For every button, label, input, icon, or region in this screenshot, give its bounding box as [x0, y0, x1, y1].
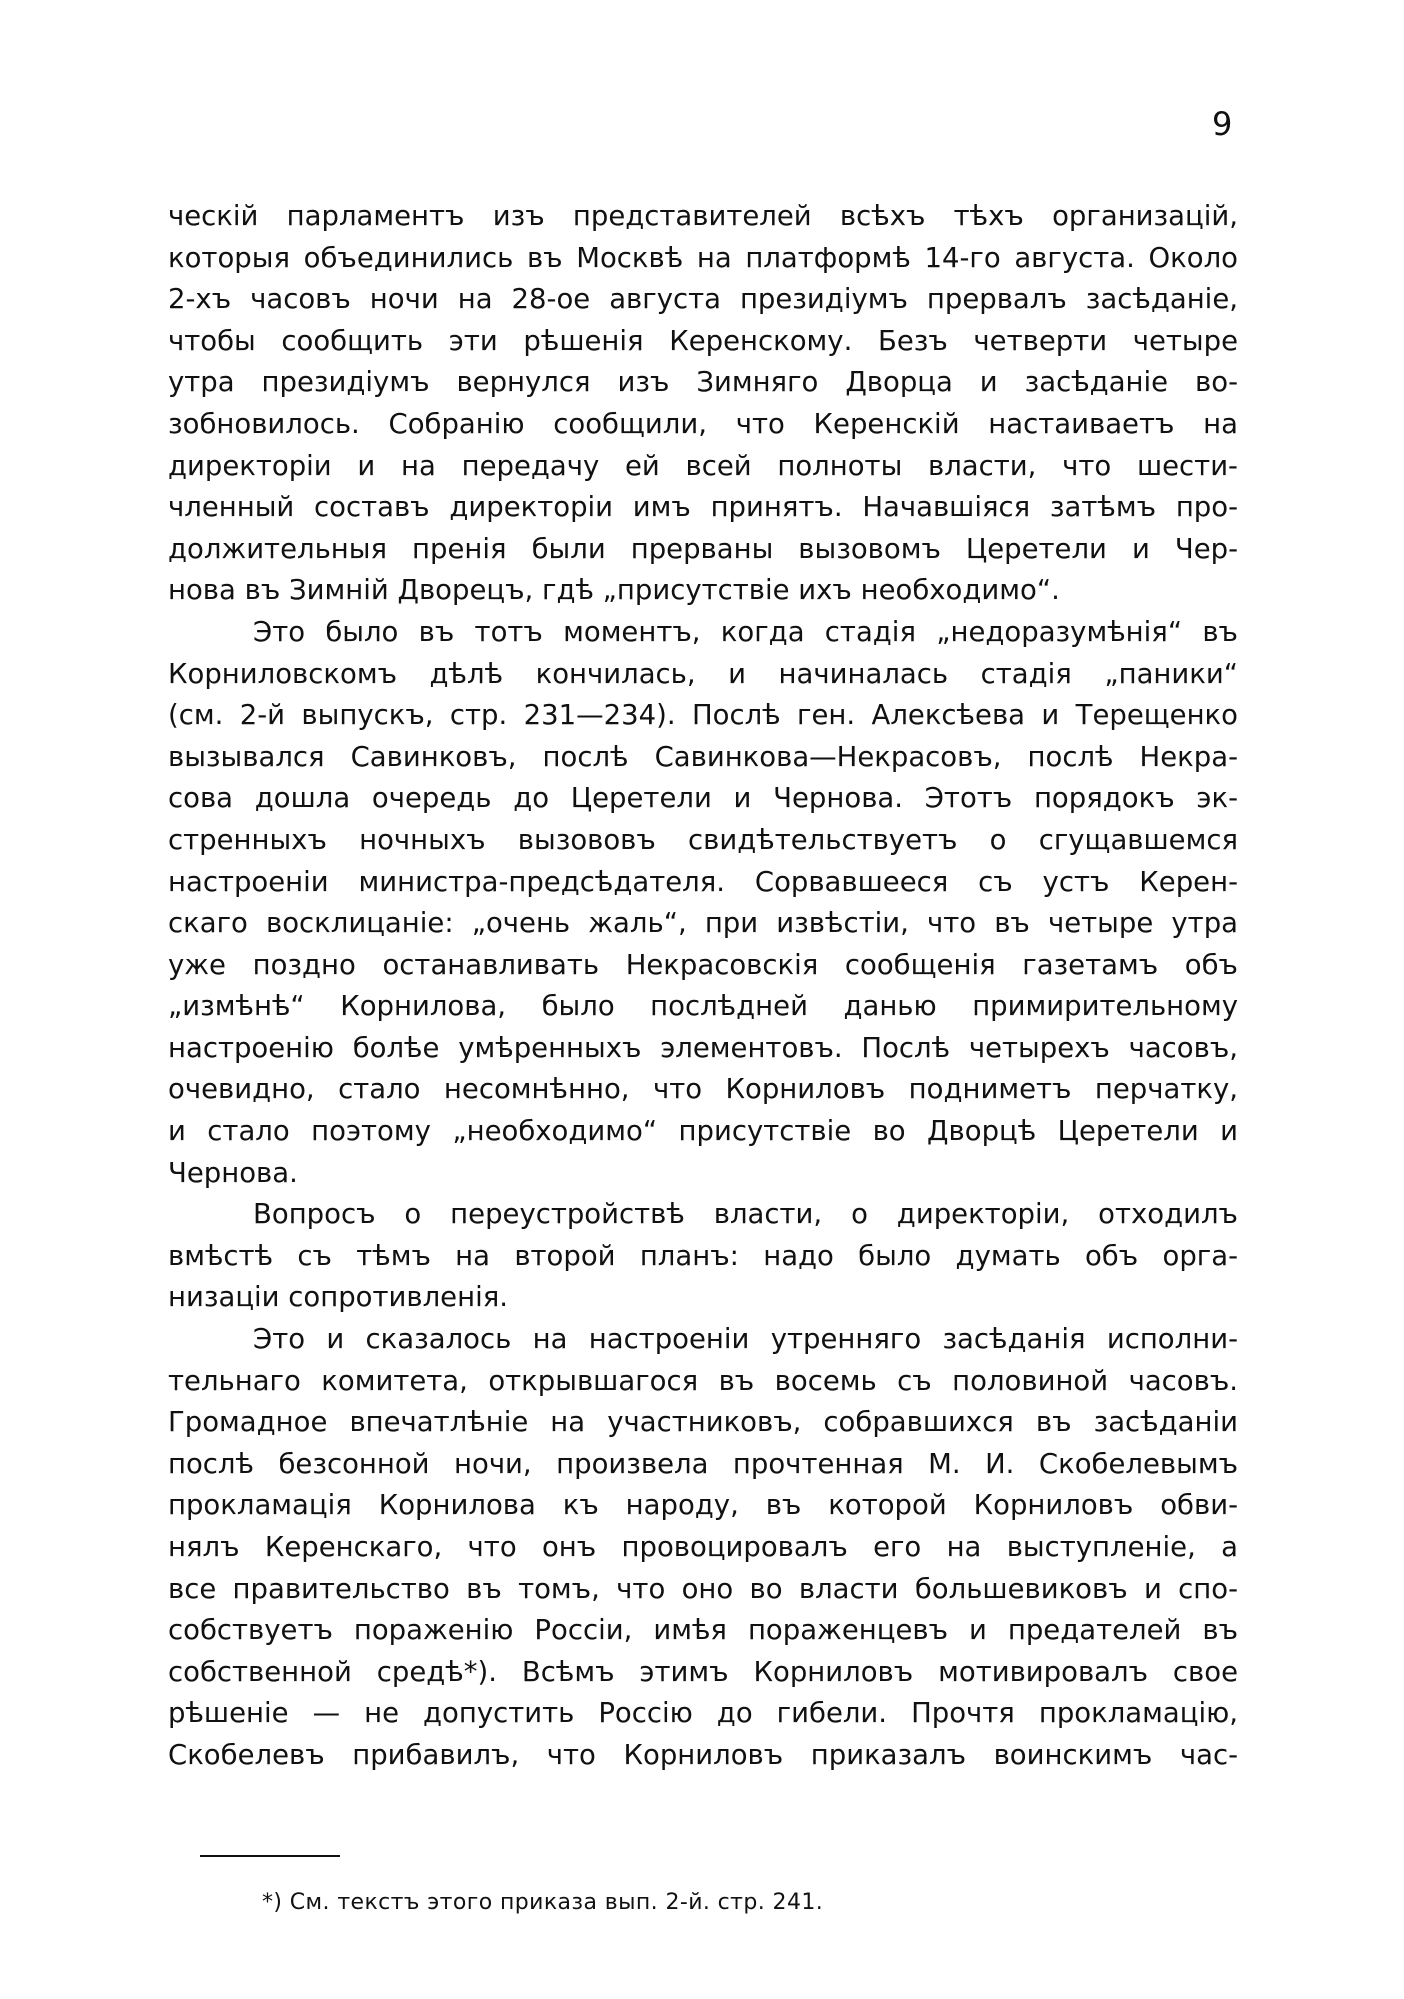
text-line: Скобелевъ прибавилъ, что Корниловъ приказалъ воинскимъ час-: [168, 1738, 1238, 1771]
text-line: уже поздно останавливать Некрасовскія сообщенія газетамъ объ: [168, 948, 1238, 981]
text-line: „измѣнѣ“ Корнилова, было послѣдней данью примирительному: [168, 990, 1238, 1023]
text-line: Громадное впечатлѣніе на участниковъ, собравшихся въ засѣданіи: [168, 1406, 1238, 1439]
text-line: Корниловскомъ дѣлѣ кончилась, и начиналась стадія „паники“: [168, 657, 1238, 690]
text-line: прокламація Корнилова къ народу, въ которой Корниловъ обви-: [168, 1489, 1238, 1522]
text-line: собственной средѣ*). Всѣмъ этимъ Корниловъ мотивировалъ свое: [168, 1655, 1238, 1688]
text-line: очевидно, стало несомнѣнно, что Корниловъ подниметъ перчатку,: [168, 1073, 1238, 1106]
text-line: ческій парламентъ изъ представителей всѣхъ тѣхъ организацій,: [168, 200, 1238, 232]
footnote-divider: [200, 1855, 340, 1857]
text-line: утра президіумъ вернулся изъ Зимняго Дворца и засѣданіе во-: [168, 366, 1238, 399]
text-line: вызывался Савинковъ, послѣ Савинкова—Некрасовъ, послѣ Некра-: [168, 740, 1238, 773]
text-line: должительныя пренія были прерваны вызовомъ Церетели и Чер-: [168, 532, 1238, 565]
footnote: *) См. текстъ этого приказа вып. 2-й. стр. 241.: [262, 1890, 824, 1915]
text-line: вмѣстѣ съ тѣмъ на второй планъ: надо было думать объ орга-: [168, 1239, 1238, 1272]
page-number: 9: [1212, 105, 1233, 143]
text-line: настроеніи министра-предсѣдателя. Сорвавшееся съ устъ Керен-: [168, 865, 1238, 898]
text-line: сова дошла очередь до Церетели и Чернова. Этотъ порядокъ эк-: [168, 782, 1238, 815]
text-line: скаго восклицаніе: „очень жаль“, при извѣстіи, что въ четыре утра: [168, 907, 1238, 940]
text-line: директоріи и на передачу ей всей полноты власти, что шести-: [168, 449, 1238, 482]
text-line: тельнаго комитета, открывшагося въ восемь съ половиной часовъ.: [168, 1364, 1238, 1397]
text-line: собствуетъ пораженію Россіи, имѣя пораженцевъ и предателей въ: [168, 1614, 1238, 1647]
text-line: чтобы сообщить эти рѣшенія Керенскому. Безъ четверти четыре: [168, 324, 1238, 357]
text-line: нова въ Зимній Дворецъ, гдѣ „присутствіе ихъ необходимо“.: [168, 574, 1060, 607]
text-line: Вопросъ о переустройствѣ власти, о директоріи, отходилъ: [253, 1198, 1238, 1231]
text-line: послѣ безсонной ночи, произвела прочтенная М. И. Скобелевымъ: [168, 1447, 1238, 1480]
body-text: [168, 196, 1238, 1777]
text-line: (см. 2-й выпускъ, стр. 231—234). Послѣ ген. Алексѣева и Терещенко: [168, 699, 1238, 732]
text-line: все правительство въ томъ, что оно во власти большевиковъ и спо-: [168, 1572, 1238, 1605]
text-line: и стало поэтому „необходимо“ присутствіе во Дворцѣ Церетели и: [168, 1115, 1238, 1148]
text-line: Это было въ тотъ моментъ, когда стадія „недоразумѣнія“ въ: [253, 615, 1238, 648]
text-line: членный составъ директоріи имъ принятъ. Начавшіяся затѣмъ про-: [168, 491, 1238, 524]
text-line: настроенію болѣе умѣренныхъ элементовъ. Послѣ четырехъ часовъ,: [168, 1031, 1238, 1064]
text-line: зобновилось. Собранію сообщили, что Керенскій настаиваетъ на: [168, 407, 1238, 440]
text-line: 2-хъ часовъ ночи на 28-ое августа президіумъ прервалъ засѣданіе,: [168, 283, 1238, 316]
text-line: стренныхъ ночныхъ вызововъ свидѣтельствуетъ о сгущавшемся: [168, 823, 1238, 856]
text-line: Чернова.: [168, 1156, 298, 1189]
text-line: низаціи сопротивленія.: [168, 1281, 509, 1314]
text-line: Это и сказалось на настроеніи утренняго засѣданія исполни-: [253, 1323, 1238, 1356]
text-line: которыя объединились въ Москвѣ на платформѣ 14-го августа. Около: [168, 241, 1238, 274]
text-line: рѣшеніе — не допустить Россію до гибели. Прочтя прокламацію,: [168, 1697, 1238, 1730]
text-line: нялъ Керенскаго, что онъ провоцировалъ его на выступленіе, а: [168, 1531, 1238, 1563]
